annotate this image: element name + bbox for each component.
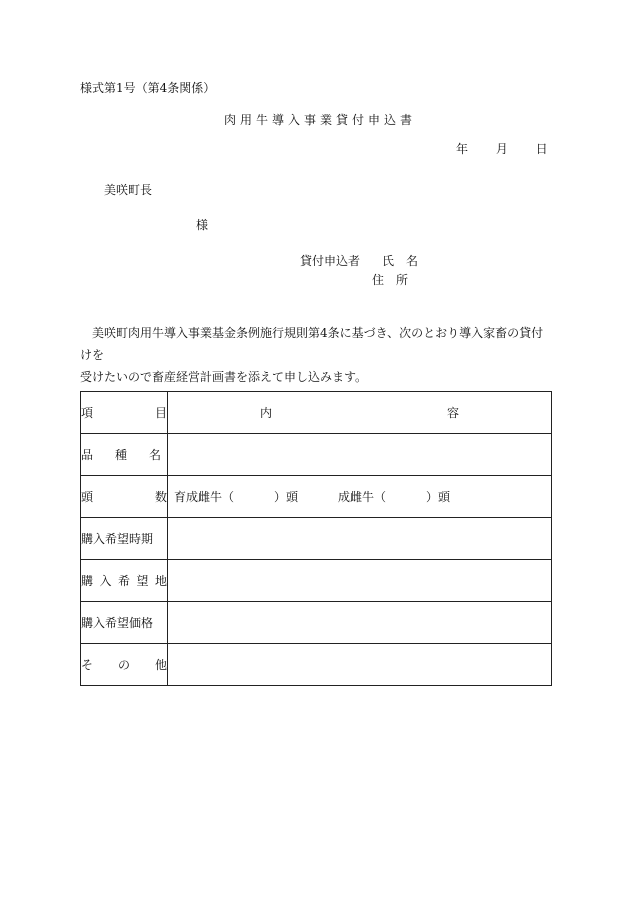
label-char: 他 [154, 658, 167, 672]
application-table [80, 391, 552, 686]
label-char: 望 [136, 574, 149, 588]
row-label-purchase-period [81, 518, 168, 560]
table-row [81, 644, 552, 686]
body-line-2: 受けたいので畜産経営計画書を添えて申し込みます。 [80, 370, 368, 384]
table-row [81, 518, 552, 560]
header-content-char: 容 [446, 406, 459, 420]
purchase-place-input-cell[interactable] [168, 560, 552, 602]
applicant-name-label: 氏 名 [382, 254, 419, 268]
adult-female-unit: ）頭 [426, 490, 451, 504]
table-row [81, 434, 552, 476]
header-content-char: 内 [260, 406, 273, 420]
form-number: 様式第1号（第4条関係） [80, 81, 216, 95]
header-item-cell [81, 392, 168, 434]
header-item-char: 項 [81, 406, 94, 420]
table-row [81, 560, 552, 602]
label-char: 購 [81, 574, 94, 588]
other-input-cell[interactable] [168, 644, 552, 686]
body-paragraph [80, 322, 552, 388]
row-label-purchase-price [81, 602, 168, 644]
label-text: 購入希望時期 [81, 532, 154, 546]
applicant-block [300, 252, 418, 269]
label-text: 購入希望価格 [81, 616, 154, 630]
addressee: 美咲町長 [104, 183, 153, 197]
applicant-address-label: 住 所 [372, 273, 409, 287]
label-char: の [117, 658, 130, 672]
date-line [456, 140, 548, 157]
adult-female-label: 成雌牛（ [338, 490, 387, 504]
heads-input-cell[interactable] [168, 476, 552, 518]
label-char: 数 [154, 490, 167, 504]
label-char: 希 [117, 574, 130, 588]
date-day-label: 日 [535, 142, 548, 156]
table-header-row [81, 392, 552, 434]
label-char: 入 [99, 574, 112, 588]
applicant-label: 貸付申込者 [300, 254, 361, 268]
date-month-label: 月 [495, 142, 508, 156]
table-row [81, 602, 552, 644]
label-char: そ [81, 658, 94, 672]
header-item-char: 目 [154, 406, 167, 420]
label-char: 地 [154, 574, 167, 588]
row-label-heads [81, 476, 168, 518]
young-female-unit: ）頭 [274, 490, 299, 504]
breed-input-cell[interactable] [168, 434, 552, 476]
body-line-1: 美咲町肉用牛導入事業基金条例施行規則第4条に基づき、次のとおり導入家畜の貸付けを [80, 326, 544, 362]
row-label-other [81, 644, 168, 686]
document-title: 肉用牛導入事業貸付申込書 [224, 113, 417, 127]
honorific: 様 [196, 218, 209, 232]
label-char: 品 [81, 448, 94, 462]
young-female-label: 育成雌牛（ [174, 490, 235, 504]
header-content-cell [168, 392, 552, 434]
date-year-label: 年 [456, 142, 469, 156]
table-row [81, 476, 552, 518]
label-char: 名 [148, 448, 161, 462]
row-label-breed [81, 434, 168, 476]
label-char: 頭 [81, 490, 94, 504]
purchase-price-input-cell[interactable] [168, 602, 552, 644]
label-char: 種 [114, 448, 127, 462]
row-label-purchase-place [81, 560, 168, 602]
purchase-period-input-cell[interactable] [168, 518, 552, 560]
